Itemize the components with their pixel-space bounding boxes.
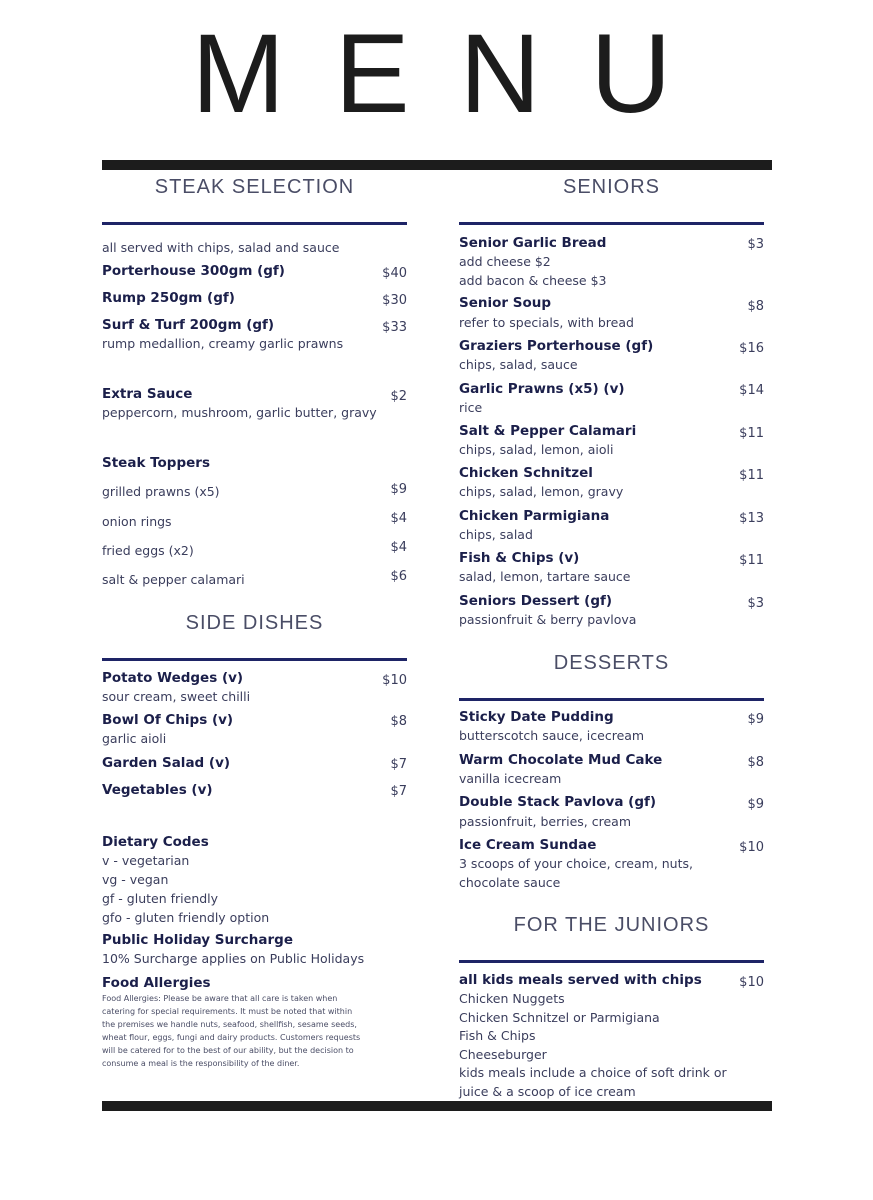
- senior-item-name: Senior Soup: [459, 295, 552, 311]
- senior-item-price: $8: [747, 299, 764, 314]
- allergies-line: wheat flour, eggs, fungi and dairy products. Customers requests: [102, 1033, 361, 1042]
- senior-item-name: Garlic Prawns (x5) (v): [459, 381, 625, 397]
- senior-item-desc: add bacon & cheese $3: [459, 273, 607, 288]
- senior-item-desc: passionfruit & berry pavlova: [459, 612, 637, 627]
- senior-item-price: $13: [739, 511, 764, 526]
- section-rule: [459, 222, 764, 225]
- senior-item-desc: refer to specials, with bread: [459, 315, 634, 330]
- senior-item-name: Fish & Chips (v): [459, 550, 580, 566]
- extra-sauce-price: $2: [390, 389, 407, 404]
- side-item-price: $10: [382, 673, 407, 688]
- senior-item-price: $11: [739, 553, 764, 568]
- side-item-name: Vegetables (v): [102, 782, 213, 798]
- dietary-line: gfo - gluten friendly option: [102, 910, 270, 925]
- side-item-desc: sour cream, sweet chilli: [102, 689, 251, 704]
- section-rule: [102, 658, 407, 661]
- side-item-name: Potato Wedges (v): [102, 670, 244, 686]
- topper-name: fried eggs (x2): [102, 543, 194, 558]
- topper-name: salt & pepper calamari: [102, 572, 245, 587]
- steak-item-name: Surf & Turf 200gm (gf): [102, 317, 275, 333]
- surcharge-heading: Public Holiday Surcharge: [102, 932, 294, 948]
- senior-item-desc: chips, salad, sauce: [459, 357, 578, 372]
- dessert-item-price: $10: [739, 840, 764, 855]
- senior-item-desc: add cheese $2: [459, 254, 551, 269]
- bottom-divider: [102, 1101, 772, 1111]
- juniors-line: Fish & Chips: [459, 1028, 536, 1043]
- side-item-price: $8: [390, 714, 407, 729]
- senior-item-name: Salt & Pepper Calamari: [459, 423, 637, 439]
- allergies-heading: Food Allergies: [102, 975, 211, 991]
- steak-item-price: $40: [382, 266, 407, 281]
- extra-sauce-desc: peppercorn, mushroom, garlic butter, gravy: [102, 405, 377, 420]
- juniors-heading: FOR THE JUNIORS: [513, 914, 710, 936]
- juniors-line: Cheeseburger: [459, 1047, 547, 1062]
- sides-heading: SIDE DISHES: [185, 612, 324, 634]
- dietary-line: v - vegetarian: [102, 853, 190, 868]
- seniors-heading: SENIORS: [562, 176, 661, 198]
- juniors-line: Chicken Schnitzel or Parmigiana: [459, 1010, 660, 1025]
- senior-item-price: $11: [739, 426, 764, 441]
- side-item-name: Bowl Of Chips (v): [102, 712, 234, 728]
- allergies-line: catering for special requirements. It must be noted that within: [102, 1007, 353, 1016]
- juniors-line: kids meals include a choice of soft drink or: [459, 1065, 727, 1080]
- juniors-item-name: all kids meals served with chips: [459, 972, 702, 988]
- senior-item-name: Graziers Porterhouse (gf): [459, 338, 654, 354]
- senior-item-price: $16: [739, 341, 764, 356]
- dessert-item-price: $9: [747, 797, 764, 812]
- senior-item-desc: chips, salad: [459, 527, 533, 542]
- senior-item-name: Chicken Schnitzel: [459, 465, 593, 481]
- dessert-item-desc: chocolate sauce: [459, 875, 561, 890]
- allergies-line: the premises we handle nuts, seafood, shellfish, sesame seeds,: [102, 1020, 357, 1029]
- topper-name: onion rings: [102, 514, 172, 529]
- steak-item-name: Rump 250gm (gf): [102, 290, 235, 306]
- senior-item-name: Seniors Dessert (gf): [459, 593, 613, 609]
- senior-item-name: Chicken Parmigiana: [459, 508, 610, 524]
- senior-item-price: $3: [747, 596, 764, 611]
- allergies-line: consume a meal is the responsibility of the diner.: [102, 1059, 300, 1068]
- senior-item-price: $11: [739, 468, 764, 483]
- dessert-item-name: Double Stack Pavlova (gf): [459, 794, 657, 810]
- dessert-item-name: Sticky Date Pudding: [459, 709, 614, 725]
- steak-toppers-heading: Steak Toppers: [102, 455, 210, 471]
- senior-item-desc: chips, salad, lemon, aioli: [459, 442, 614, 457]
- section-rule: [459, 698, 764, 701]
- dessert-item-price: $9: [747, 712, 764, 727]
- extra-sauce-name: Extra Sauce: [102, 386, 193, 402]
- surcharge-text: 10% Surcharge applies on Public Holidays: [102, 951, 365, 966]
- dietary-line: vg - vegan: [102, 872, 169, 887]
- juniors-item-price: $10: [739, 975, 764, 990]
- page-title: MENU: [191, 11, 722, 136]
- desserts-heading: DESSERTS: [553, 652, 670, 674]
- dessert-item-desc: passionfruit, berries, cream: [459, 814, 632, 829]
- allergies-line: Food Allergies: Please be aware that all care is taken when: [102, 994, 338, 1003]
- dessert-item-name: Ice Cream Sundae: [459, 837, 597, 853]
- steak-heading: STEAK SELECTION: [154, 176, 355, 198]
- section-rule: [102, 222, 407, 225]
- section-rule: [459, 960, 764, 963]
- dessert-item-desc: 3 scoops of your choice, cream, nuts,: [459, 856, 693, 871]
- topper-price: $4: [390, 511, 407, 526]
- senior-item-name: Senior Garlic Bread: [459, 235, 607, 251]
- steak-item-price: $33: [382, 320, 407, 335]
- allergies-line: will be catered for to the best of our ability, but the decision to: [102, 1046, 354, 1055]
- dessert-item-desc: vanilla icecream: [459, 771, 562, 786]
- senior-item-desc: chips, salad, lemon, gravy: [459, 484, 624, 499]
- steak-item-desc: rump medallion, creamy garlic prawns: [102, 336, 344, 351]
- side-item-price: $7: [390, 784, 407, 799]
- dessert-item-desc: butterscotch sauce, icecream: [459, 728, 645, 743]
- juniors-line: Chicken Nuggets: [459, 991, 565, 1006]
- side-item-name: Garden Salad (v): [102, 755, 231, 771]
- side-item-price: $7: [390, 757, 407, 772]
- topper-price: $9: [390, 482, 407, 497]
- dietary-line: gf - gluten friendly: [102, 891, 219, 906]
- steak-item-price: $30: [382, 293, 407, 308]
- topper-price: $6: [390, 569, 407, 584]
- dessert-item-price: $8: [747, 755, 764, 770]
- dietary-heading: Dietary Codes: [102, 834, 209, 850]
- steak-intro: all served with chips, salad and sauce: [102, 240, 340, 255]
- senior-item-desc: rice: [459, 400, 483, 415]
- steak-item-name: Porterhouse 300gm (gf): [102, 263, 285, 279]
- side-item-desc: garlic aioli: [102, 731, 167, 746]
- juniors-line: juice & a scoop of ice cream: [459, 1084, 636, 1099]
- senior-item-price: $3: [747, 237, 764, 252]
- topper-price: $4: [390, 540, 407, 555]
- top-divider: [102, 160, 772, 170]
- senior-item-desc: salad, lemon, tartare sauce: [459, 569, 631, 584]
- topper-name: grilled prawns (x5): [102, 484, 220, 499]
- dessert-item-name: Warm Chocolate Mud Cake: [459, 752, 663, 768]
- senior-item-price: $14: [739, 383, 764, 398]
